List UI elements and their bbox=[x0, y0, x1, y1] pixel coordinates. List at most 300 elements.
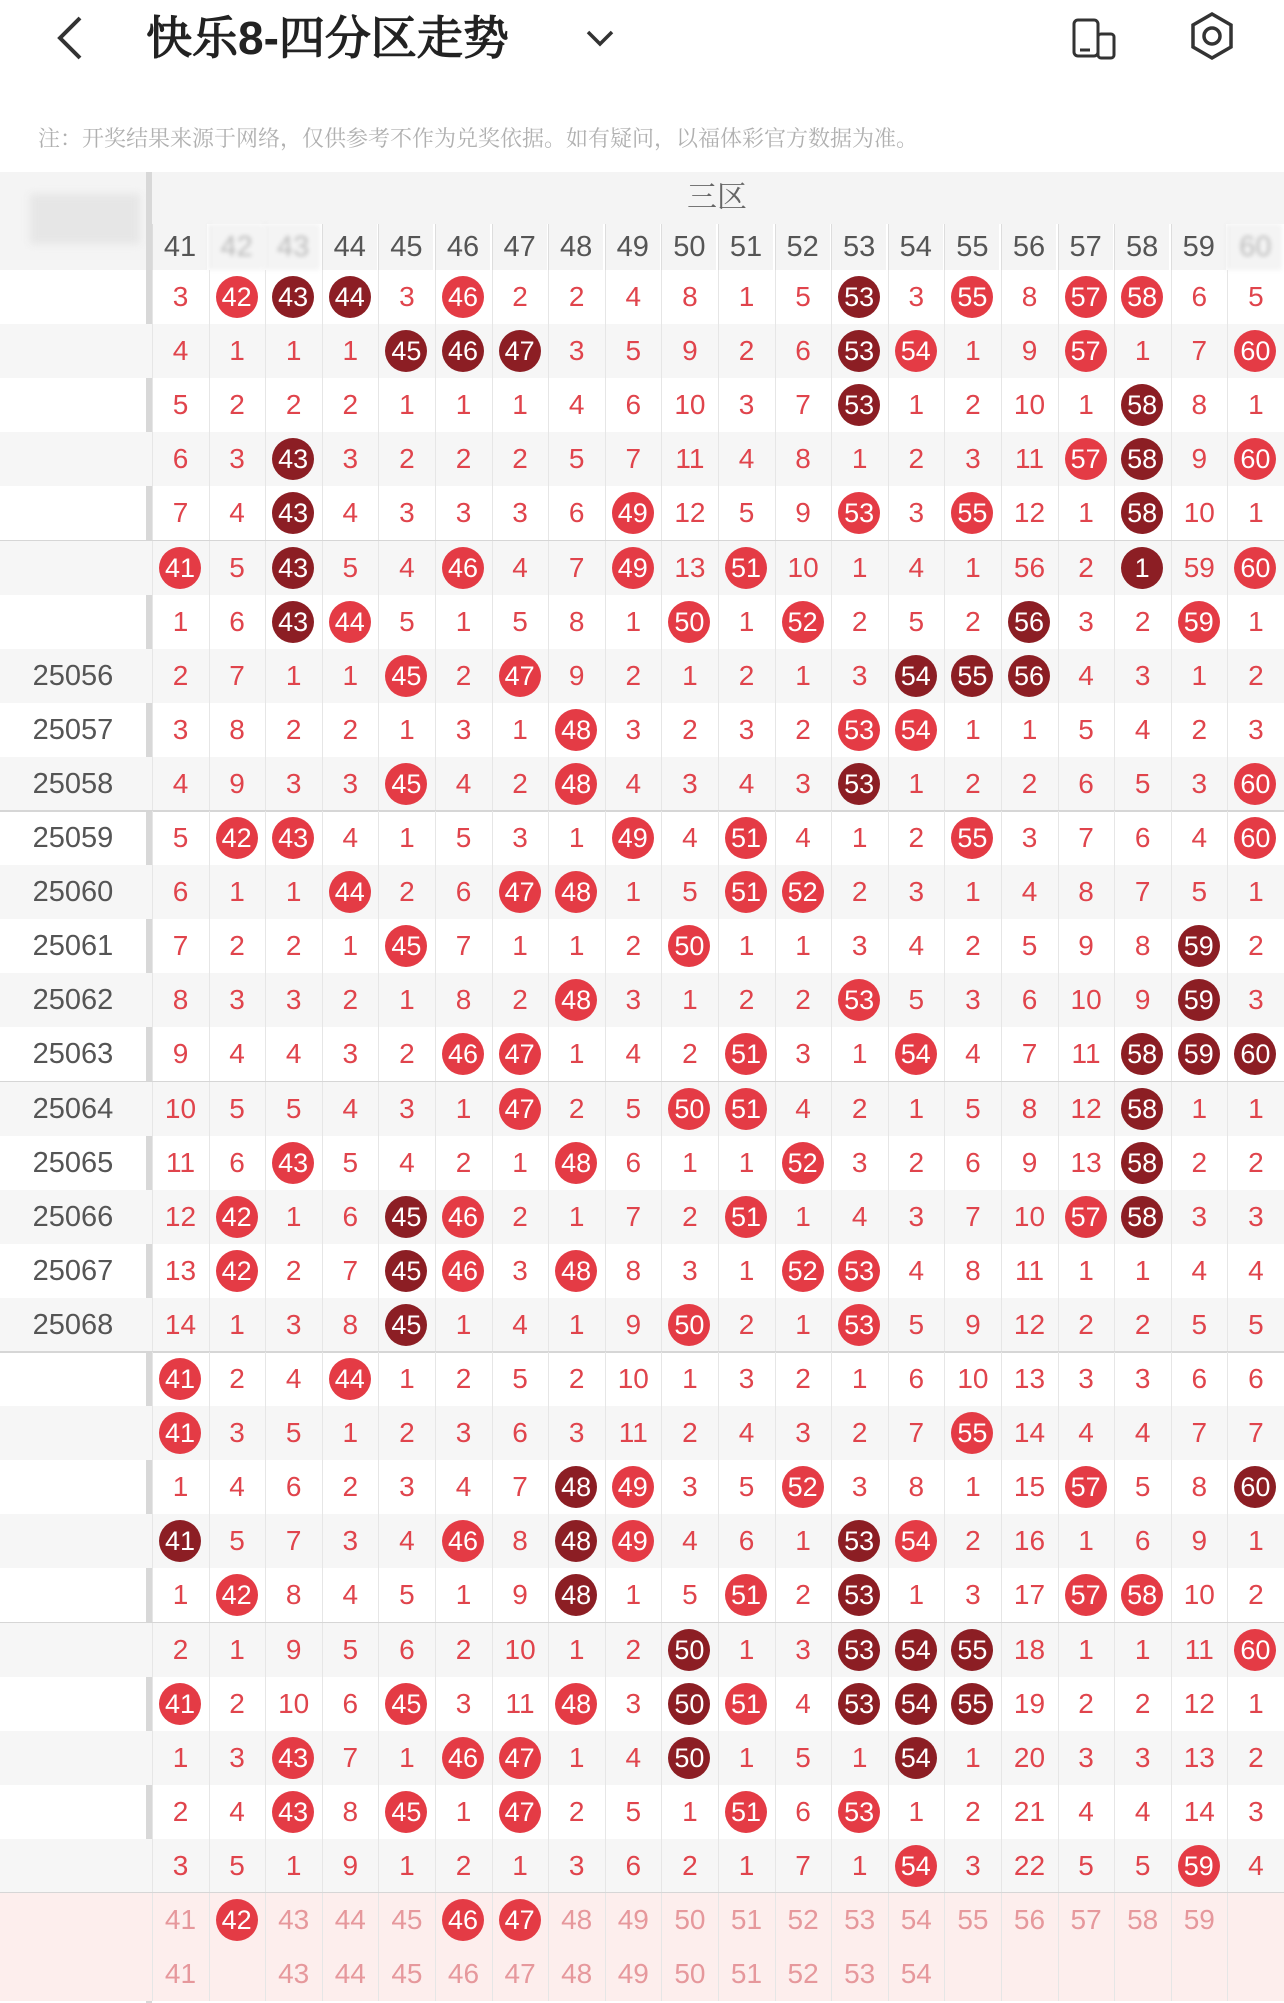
table-cell: 3 bbox=[378, 486, 434, 540]
table-cell: 1 bbox=[435, 1298, 491, 1352]
drawn-number-ball: 60 bbox=[1234, 438, 1276, 480]
table-cell: 4 bbox=[265, 1352, 321, 1406]
table-cell: 17 bbox=[1001, 1568, 1057, 1622]
table-cell: 5 bbox=[718, 1460, 774, 1514]
table-cell bbox=[888, 324, 944, 378]
table-cell: 2 bbox=[265, 703, 321, 757]
drawn-number-ball: 46 bbox=[442, 1196, 484, 1238]
table-cell: 3 bbox=[605, 973, 661, 1027]
table-cell bbox=[1114, 1082, 1170, 1136]
row-issue-label bbox=[0, 1514, 146, 1568]
table-cell bbox=[1114, 1947, 1170, 2001]
table-cell: 8 bbox=[265, 1568, 321, 1622]
column-header-57: 57 bbox=[1058, 224, 1113, 270]
table-cell: 8 bbox=[888, 1460, 944, 1514]
table-cell: 5 bbox=[265, 1082, 321, 1136]
table-cell: 3 bbox=[209, 973, 265, 1027]
table-cell: 5 bbox=[492, 595, 548, 649]
table-cell: 2 bbox=[209, 1352, 265, 1406]
table-cell: 1 bbox=[944, 324, 1000, 378]
table-cell: 5 bbox=[265, 1406, 321, 1460]
column-header-60: 60 bbox=[1227, 224, 1282, 270]
table-cell: 1 bbox=[435, 1082, 491, 1136]
settings-button[interactable] bbox=[1186, 10, 1238, 62]
drawn-number-ball: 43 bbox=[272, 1791, 314, 1833]
table-cell: 1 bbox=[1058, 1244, 1114, 1298]
table-cell: 5 bbox=[322, 541, 378, 595]
row-issue-label: 25063 bbox=[32, 1038, 114, 1071]
table-cell: 1 bbox=[548, 1731, 604, 1785]
table-cell: 4 bbox=[209, 1785, 265, 1839]
table-cell: 5 bbox=[1171, 865, 1227, 919]
table-cell: 9 bbox=[1001, 324, 1057, 378]
table-cell: 4 bbox=[944, 1027, 1000, 1081]
table-cell: 7 bbox=[322, 1731, 378, 1785]
drawn-number-ball: 50 bbox=[668, 1088, 710, 1130]
table-cell: 2 bbox=[661, 1190, 717, 1244]
drawn-number-ball: 48 bbox=[555, 1466, 597, 1508]
table-cell bbox=[435, 1244, 491, 1298]
table-cell: 7 bbox=[775, 378, 831, 432]
table-cell: 2 bbox=[1171, 1136, 1227, 1190]
drawn-number-ball: 58 bbox=[1121, 492, 1163, 534]
table-cell: 1 bbox=[435, 1568, 491, 1622]
table-cell bbox=[378, 757, 434, 811]
drawn-number-ball: 46 bbox=[442, 1520, 484, 1562]
table-cell: 9 bbox=[548, 649, 604, 703]
table-cell: 5 bbox=[1114, 757, 1170, 811]
drawn-number-ball: 55 bbox=[951, 492, 993, 534]
drawn-number-ball: 53 bbox=[838, 384, 880, 426]
table-cell: 1 bbox=[548, 811, 604, 865]
row-issue-label bbox=[0, 1677, 146, 1731]
table-cell: 1 bbox=[322, 1406, 378, 1460]
table-cell: 10 bbox=[775, 541, 831, 595]
drawn-number-ball: 43 bbox=[272, 601, 314, 643]
table-cell bbox=[265, 1785, 321, 1839]
table-cell: 8 bbox=[435, 973, 491, 1027]
table-cell: 3 bbox=[775, 1027, 831, 1081]
table-cell: 2 bbox=[888, 432, 944, 486]
row-issue-label bbox=[0, 486, 146, 540]
table-cell: 3 bbox=[661, 757, 717, 811]
table-cell: 8 bbox=[605, 1244, 661, 1298]
table-cell bbox=[1227, 1623, 1283, 1677]
table-cell: 1 bbox=[209, 1623, 265, 1677]
table-cell: 4 bbox=[378, 1136, 434, 1190]
table-row bbox=[0, 1568, 1284, 1622]
table-cell: 2 bbox=[944, 1785, 1000, 1839]
table-cell bbox=[944, 1677, 1000, 1731]
drawn-number-ball: 57 bbox=[1065, 330, 1107, 372]
table-cell: 1 bbox=[1227, 378, 1283, 432]
table-cell: 3 bbox=[1001, 811, 1057, 865]
table-cell: 56 bbox=[1001, 1893, 1057, 1947]
table-cell: 4 bbox=[435, 757, 491, 811]
column-header-45: 45 bbox=[378, 224, 433, 270]
table-cell: 12 bbox=[1001, 486, 1057, 540]
table-cell: 2 bbox=[831, 1082, 887, 1136]
table-cell: 3 bbox=[322, 432, 378, 486]
drawn-number-ball: 45 bbox=[385, 330, 427, 372]
table-cell: 1 bbox=[1227, 865, 1283, 919]
table-cell: 7 bbox=[605, 1190, 661, 1244]
drawn-number-ball: 43 bbox=[272, 276, 314, 318]
table-cell: 1 bbox=[1058, 378, 1114, 432]
table-cell: 2 bbox=[888, 811, 944, 865]
drawn-number-ball: 53 bbox=[838, 1304, 880, 1346]
drawn-number-ball: 53 bbox=[838, 1791, 880, 1833]
row-issue-label: 25058 bbox=[32, 767, 114, 800]
table-cell: 2 bbox=[1058, 1677, 1114, 1731]
table-cell: 3 bbox=[378, 1460, 434, 1514]
chevron-down-icon bbox=[580, 10, 620, 66]
table-cell: 6 bbox=[605, 378, 661, 432]
table-cell: 2 bbox=[831, 1406, 887, 1460]
table-cell bbox=[378, 649, 434, 703]
table-cell: 1 bbox=[152, 595, 208, 649]
drawn-number-ball: 54 bbox=[895, 1033, 937, 1075]
table-cell: 3 bbox=[322, 1514, 378, 1568]
table-cell: 7 bbox=[435, 919, 491, 973]
drawn-number-ball: 51 bbox=[725, 1033, 767, 1075]
table-cell: 2 bbox=[435, 649, 491, 703]
drawn-number-ball: 57 bbox=[1065, 1466, 1107, 1508]
back-button[interactable] bbox=[50, 10, 90, 66]
table-cell: 1 bbox=[1058, 486, 1114, 540]
table-cell: 6 bbox=[265, 1460, 321, 1514]
table-cell: 1 bbox=[492, 703, 548, 757]
table-cell: 2 bbox=[492, 757, 548, 811]
table-cell: 54 bbox=[888, 1947, 944, 2001]
table-cell: 4 bbox=[1058, 1785, 1114, 1839]
table-cell: 3 bbox=[888, 865, 944, 919]
table-cell bbox=[944, 1947, 1000, 2001]
table-cell: 7 bbox=[492, 1460, 548, 1514]
table-cell: 1 bbox=[378, 1352, 434, 1406]
title-dropdown-button[interactable] bbox=[580, 10, 620, 66]
table-cell bbox=[888, 1839, 944, 1893]
table-cell bbox=[718, 1785, 774, 1839]
table-cell: 6 bbox=[322, 1190, 378, 1244]
table-cell: 2 bbox=[944, 378, 1000, 432]
table-cell: 2 bbox=[548, 1785, 604, 1839]
table-cell: 6 bbox=[209, 595, 265, 649]
table-cell: 11 bbox=[1058, 1027, 1114, 1081]
drawn-number-ball: 47 bbox=[499, 1737, 541, 1779]
table-cell: 4 bbox=[661, 1514, 717, 1568]
row-issue-label bbox=[0, 1947, 146, 2001]
drawn-number-ball: 41 bbox=[159, 547, 201, 589]
table-cell: 4 bbox=[1058, 649, 1114, 703]
table-cell: 2 bbox=[775, 1568, 831, 1622]
drawn-number-ball: 59 bbox=[1178, 925, 1220, 967]
table-cell: 1 bbox=[831, 811, 887, 865]
table-cell bbox=[888, 1677, 944, 1731]
rotate-screen-button[interactable] bbox=[1070, 14, 1120, 64]
column-header-56: 56 bbox=[1001, 224, 1056, 270]
table-cell: 5 bbox=[435, 811, 491, 865]
drawn-number-ball: 46 bbox=[442, 276, 484, 318]
drawn-number-ball: 59 bbox=[1178, 1845, 1220, 1887]
table-cell: 7 bbox=[548, 541, 604, 595]
table-cell: 1 bbox=[718, 1244, 774, 1298]
drawn-number-ball: 55 bbox=[951, 276, 993, 318]
table-row bbox=[0, 1352, 1284, 1406]
column-header-47: 47 bbox=[492, 224, 547, 270]
table-cell bbox=[1114, 378, 1170, 432]
table-cell: 43 bbox=[265, 1947, 321, 2001]
table-cell: 10 bbox=[944, 1352, 1000, 1406]
table-cell bbox=[1171, 919, 1227, 973]
table-cell: 6 bbox=[1171, 270, 1227, 324]
table-cell: 9 bbox=[1171, 1514, 1227, 1568]
table-cell: 2 bbox=[265, 919, 321, 973]
table-row bbox=[0, 1839, 1284, 1893]
drawn-number-ball: 47 bbox=[499, 330, 541, 372]
drawn-number-ball: 55 bbox=[951, 817, 993, 859]
table-cell bbox=[775, 1244, 831, 1298]
table-cell: 46 bbox=[435, 1947, 491, 2001]
table-cell: 2 bbox=[378, 1027, 434, 1081]
table-cell: 2 bbox=[435, 432, 491, 486]
table-cell: 10 bbox=[1001, 378, 1057, 432]
table-cell: 1 bbox=[265, 1190, 321, 1244]
table-cell bbox=[944, 1623, 1000, 1677]
table-cell: 1 bbox=[1058, 1514, 1114, 1568]
table-cell: 4 bbox=[661, 811, 717, 865]
table-cell: 10 bbox=[1058, 973, 1114, 1027]
table-cell: 3 bbox=[718, 703, 774, 757]
table-cell bbox=[322, 270, 378, 324]
table-cell: 3 bbox=[322, 757, 378, 811]
table-cell: 1 bbox=[378, 1839, 434, 1893]
drawn-number-ball: 43 bbox=[272, 1142, 314, 1184]
table-cell: 8 bbox=[1114, 919, 1170, 973]
table-cell: 4 bbox=[1171, 1244, 1227, 1298]
table-cell: 5 bbox=[775, 270, 831, 324]
table-cell bbox=[209, 1947, 265, 2001]
table-cell: 3 bbox=[209, 1406, 265, 1460]
table-cell bbox=[831, 757, 887, 811]
table-cell: 4 bbox=[605, 1027, 661, 1081]
table-cell: 4 bbox=[1001, 865, 1057, 919]
table-cell: 1 bbox=[152, 1568, 208, 1622]
table-cell: 1 bbox=[1227, 1677, 1283, 1731]
page-title[interactable]: 快乐8-四分区走势 bbox=[146, 12, 509, 64]
row-issue-label bbox=[0, 1352, 146, 1406]
column-header-53: 53 bbox=[831, 224, 886, 270]
table-cell: 1 bbox=[548, 1027, 604, 1081]
table-cell: 5 bbox=[1058, 703, 1114, 757]
table-cell: 2 bbox=[548, 1352, 604, 1406]
table-cell: 3 bbox=[209, 432, 265, 486]
drawn-number-ball: 47 bbox=[499, 1899, 541, 1941]
table-cell: 3 bbox=[775, 757, 831, 811]
table-cell bbox=[718, 811, 774, 865]
table-cell bbox=[265, 595, 321, 649]
drawn-number-ball: 44 bbox=[329, 871, 371, 913]
table-cell: 10 bbox=[1171, 486, 1227, 540]
table-cell: 6 bbox=[1171, 1352, 1227, 1406]
table-cell: 3 bbox=[831, 1460, 887, 1514]
table-cell: 1 bbox=[605, 865, 661, 919]
drawn-number-ball: 49 bbox=[612, 547, 654, 589]
drawn-number-ball: 50 bbox=[668, 1737, 710, 1779]
table-cell: 1 bbox=[265, 1839, 321, 1893]
table-cell: 59 bbox=[1171, 541, 1227, 595]
table-cell: 13 bbox=[661, 541, 717, 595]
drawn-number-ball: 47 bbox=[499, 871, 541, 913]
table-cell: 4 bbox=[378, 1514, 434, 1568]
table-cell: 3 bbox=[152, 1839, 208, 1893]
table-row bbox=[0, 1460, 1284, 1514]
drawn-number-ball: 41 bbox=[159, 1358, 201, 1400]
table-cell bbox=[944, 649, 1000, 703]
table-cell: 6 bbox=[605, 1136, 661, 1190]
drawn-number-ball: 45 bbox=[385, 763, 427, 805]
table-cell: 9 bbox=[1171, 432, 1227, 486]
table-cell: 9 bbox=[152, 1027, 208, 1081]
drawn-number-ball: 59 bbox=[1178, 1033, 1220, 1075]
drawn-number-ball: 54 bbox=[895, 1520, 937, 1562]
table-cell: 5 bbox=[322, 1136, 378, 1190]
column-header-49: 49 bbox=[605, 224, 660, 270]
table-cell: 2 bbox=[1227, 1731, 1283, 1785]
drawn-number-ball: 45 bbox=[385, 925, 427, 967]
drawn-number-ball: 45 bbox=[385, 1304, 427, 1346]
table-cell: 53 bbox=[831, 1947, 887, 2001]
table-cell: 8 bbox=[209, 703, 265, 757]
table-cell: 2 bbox=[1171, 703, 1227, 757]
table-cell bbox=[435, 541, 491, 595]
table-cell: 4 bbox=[775, 1677, 831, 1731]
table-cell bbox=[492, 1893, 548, 1947]
table-cell: 5 bbox=[888, 1298, 944, 1352]
table-cell bbox=[605, 1514, 661, 1568]
table-cell: 8 bbox=[1058, 865, 1114, 919]
table-cell bbox=[435, 1027, 491, 1081]
table-cell bbox=[1001, 595, 1057, 649]
table-cell: 19 bbox=[1001, 1677, 1057, 1731]
table-cell: 3 bbox=[775, 1623, 831, 1677]
table-cell bbox=[548, 703, 604, 757]
table-cell: 14 bbox=[1171, 1785, 1227, 1839]
table-cell: 8 bbox=[1171, 1460, 1227, 1514]
drawn-number-ball: 48 bbox=[555, 979, 597, 1021]
table-cell: 2 bbox=[152, 1623, 208, 1677]
table-cell: 22 bbox=[1001, 1839, 1057, 1893]
table-cell: 1 bbox=[435, 595, 491, 649]
table-cell bbox=[661, 1623, 717, 1677]
table-cell bbox=[152, 1677, 208, 1731]
table-cell bbox=[152, 541, 208, 595]
table-cell: 2 bbox=[888, 1136, 944, 1190]
drawn-number-ball: 44 bbox=[329, 276, 371, 318]
disclaimer-note: 注：开奖结果来源于网络，仅供参考不作为兑奖依据。如有疑问，以福体彩官方数据为准。 bbox=[38, 126, 919, 151]
table-cell bbox=[435, 270, 491, 324]
table-cell bbox=[492, 1082, 548, 1136]
table-cell: 4 bbox=[718, 432, 774, 486]
table-cell: 1 bbox=[265, 324, 321, 378]
table-cell bbox=[492, 649, 548, 703]
table-cell: 2 bbox=[831, 865, 887, 919]
table-cell bbox=[1227, 1893, 1283, 1947]
table-cell: 1 bbox=[152, 1731, 208, 1785]
table-cell: 2 bbox=[492, 270, 548, 324]
table-cell: 2 bbox=[605, 1623, 661, 1677]
table-cell bbox=[378, 1785, 434, 1839]
row-issue-label: 25065 bbox=[32, 1146, 114, 1179]
table-cell: 1 bbox=[661, 649, 717, 703]
table-cell: 1 bbox=[661, 973, 717, 1027]
drawn-number-ball: 57 bbox=[1065, 438, 1107, 480]
table-cell bbox=[435, 1893, 491, 1947]
table-cell: 9 bbox=[775, 486, 831, 540]
table-cell: 9 bbox=[605, 1298, 661, 1352]
table-cell: 2 bbox=[1227, 1136, 1283, 1190]
table-cell: 1 bbox=[1171, 1082, 1227, 1136]
table-cell: 9 bbox=[492, 1568, 548, 1622]
table-cell: 1 bbox=[775, 1514, 831, 1568]
table-cell: 1 bbox=[944, 865, 1000, 919]
drawn-number-ball: 53 bbox=[838, 709, 880, 751]
table-cell: 3 bbox=[1171, 1190, 1227, 1244]
table-cell: 1 bbox=[548, 919, 604, 973]
table-cell: 4 bbox=[548, 378, 604, 432]
drawn-number-ball: 58 bbox=[1121, 384, 1163, 426]
table-cell: 1 bbox=[888, 1082, 944, 1136]
table-cell: 8 bbox=[1171, 378, 1227, 432]
table-cell: 2 bbox=[661, 1839, 717, 1893]
table-cell: 1 bbox=[888, 1785, 944, 1839]
table-cell bbox=[209, 1190, 265, 1244]
drawn-number-ball: 48 bbox=[555, 1520, 597, 1562]
table-cell bbox=[152, 1352, 208, 1406]
table-cell: 9 bbox=[209, 757, 265, 811]
table-cell: 49 bbox=[605, 1947, 661, 2001]
chevron-left-icon bbox=[50, 10, 90, 66]
table-cell: 2 bbox=[322, 378, 378, 432]
table-cell: 2 bbox=[152, 649, 208, 703]
table-cell: 1 bbox=[831, 541, 887, 595]
table-cell: 3 bbox=[1058, 1352, 1114, 1406]
table-cell: 1 bbox=[548, 1298, 604, 1352]
table-cell bbox=[605, 1460, 661, 1514]
table-cell: 5 bbox=[548, 432, 604, 486]
row-issue-label bbox=[0, 1839, 146, 1893]
table-cell: 7 bbox=[1227, 1406, 1283, 1460]
table-cell: 3 bbox=[1114, 1731, 1170, 1785]
table-cell: 7 bbox=[1001, 1027, 1057, 1081]
table-cell: 3 bbox=[152, 270, 208, 324]
table-cell: 2 bbox=[378, 432, 434, 486]
table-cell bbox=[548, 1244, 604, 1298]
drawn-number-ball: 58 bbox=[1121, 276, 1163, 318]
table-cell: 3 bbox=[152, 703, 208, 757]
table-cell: 2 bbox=[718, 1298, 774, 1352]
table-cell bbox=[831, 1298, 887, 1352]
drawn-number-ball: 50 bbox=[668, 1683, 710, 1725]
drawn-number-ball: 45 bbox=[385, 655, 427, 697]
table-cell: 1 bbox=[1171, 649, 1227, 703]
table-cell: 4 bbox=[492, 1298, 548, 1352]
table-cell: 2 bbox=[605, 649, 661, 703]
column-header-46: 46 bbox=[435, 224, 490, 270]
table-cell: 1 bbox=[661, 1352, 717, 1406]
drawn-number-ball: 51 bbox=[725, 1574, 767, 1616]
table-cell: 3 bbox=[492, 1244, 548, 1298]
